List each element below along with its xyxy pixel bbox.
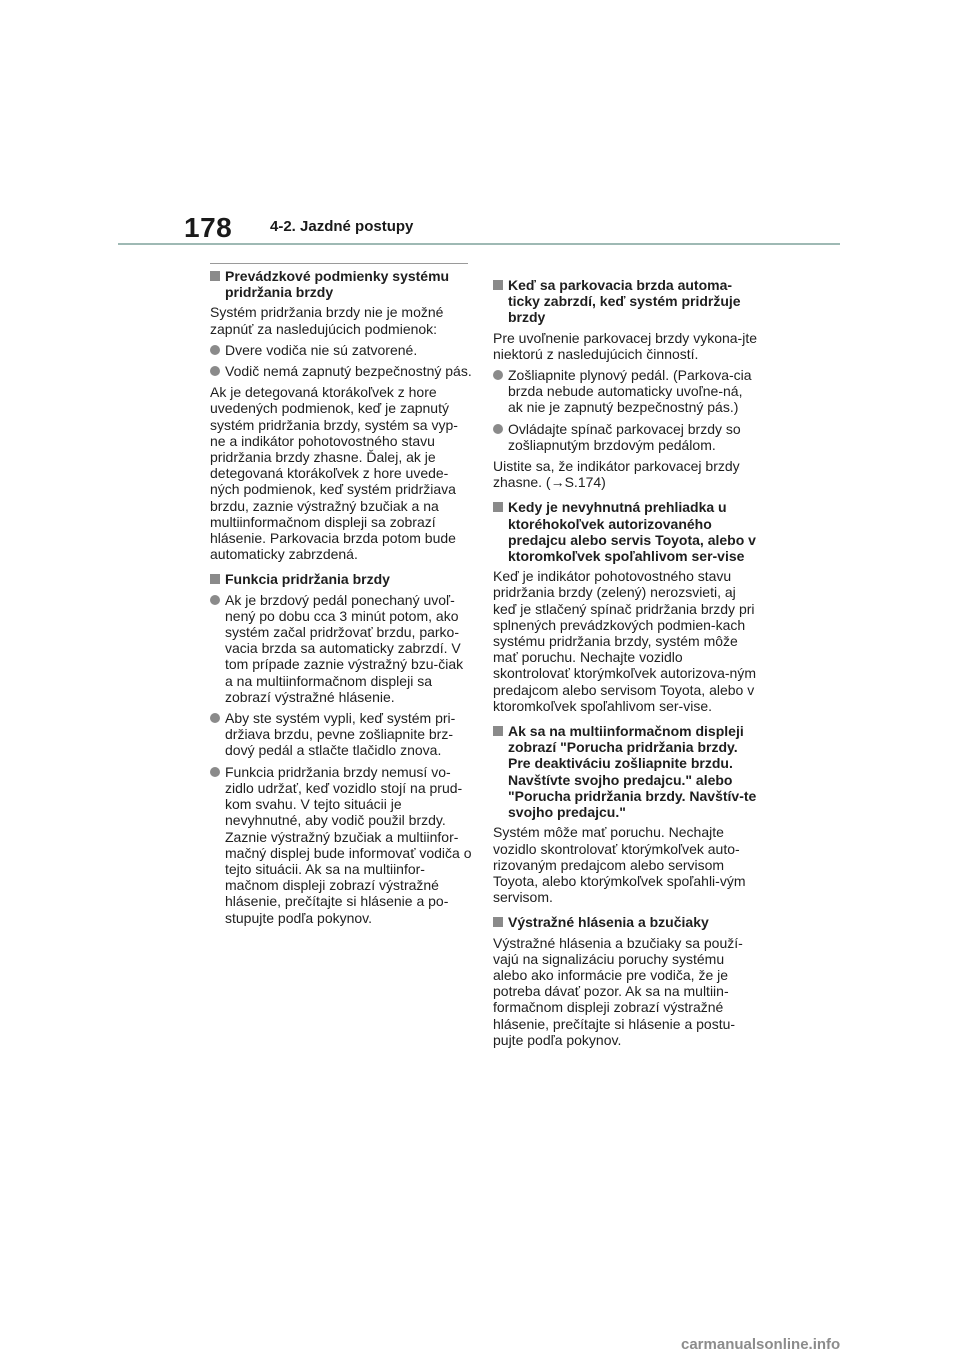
list-item-text: Ak je brzdový pedál ponechaný uvoľ-nený po dobu cca 3 minút potom, ako systém začal pridržovať brzdu, parko-vacia brzda sa automaticky zabrzdí. V tom prípade zaznie výstražný bzu-čiak a na multiinformačnom displeji sa zobrazí výstražné hlásenie. [225,591,464,705]
list-item-text: Aby ste systém vypli, keď systém pri-držiava brzdu, pevne zošliapnite brz-dový pedál a stlačte tlačidlo znova. [225,710,456,759]
list-item-text: Dvere vodiča nie sú zatvorené. [225,341,418,358]
right-column [493,277,757,1053]
page-number: 178 [184,212,233,243]
round-bullet-icon [210,767,220,777]
paragraph: Uistite sa, že indikátor parkovacej brzdy zhasne. (→S.174) [493,458,740,491]
paragraph: Ak je detegovaná ktorákoľvek z hore uvedených podmienok, keď je zapnutý systém pridržania brzdy, systém sa vyp-ne a indikátor pohotovostného stavu pridržania brzdy zhasne. Ďalej, ak je detegovaná ktorákoľvek z hore uvede-ných podmienok, keď systém pridržiava brzdu, zaznie výstražný bzučiak a na multiinformačnom displeji sa zobrazí hlásenie. Parkovacia brzda potom bude automaticky zabrzdená. [210,384,458,563]
square-bullet-icon [493,280,503,290]
list-item [493,421,757,453]
round-bullet-icon [210,366,220,376]
column-divider [210,263,468,264]
list-item [493,367,757,416]
heading-text: Výstražné hlásenia a bzučiaky [508,914,709,931]
heading-text: Funkcia pridržania brzdy [225,571,390,588]
section-heading [210,268,472,300]
left-column [210,268,472,931]
section-heading [493,277,757,326]
heading-text: Kedy je nevyhnutná prehliadka u ktoréhokoľvek autorizovaného predajcu alebo servis Toyota, alebo v ktoromkoľvek spoľahlivom ser-vise [508,499,756,565]
heading-text: Keď sa parkovacia brzda automa-ticky zabrzdí, keď systém pridržuje brzdy [508,277,741,326]
paragraph: Výstražné hlásenia a bzučiaky sa použí-vajú na signalizáciu poruchy systému alebo ako informácie pre vodiča, že je potreba dávať pozor. Ak sa na multiin-formačnom displeji zobrazí výstražné hlásenie, prečítajte si hlásenie a postu-pujte podľa pokynov. [493,934,743,1048]
square-bullet-icon [493,502,503,512]
round-bullet-icon [210,345,220,355]
heading-text: Prevádzkové podmienky systému pridržania brzdy [225,268,450,301]
list-item [210,342,472,358]
square-bullet-icon [493,917,503,927]
heading-text: Ak sa na multiinformačnom displeji zobrazí "Porucha pridržania brzdy. Pre deaktiváciu zošliapnite brzdu. Navštívte svojho predajcu." alebo "Porucha pridržania brzdy. Navštív-te svojho predajcu." [508,723,757,821]
round-bullet-icon [493,424,503,434]
paragraph: Keď je indikátor pohotovostného stavu pridržania brzdy (zelený) nerozsvieti, aj keď je stlačený spínač pridržania brzdy pri splnených prevádzkových podmien-kach systému pridržania brzdy, systém môže mať poruchu. Nechajte vozidlo skontrolovať ktorýmkoľvek autorizova-ným predajcom alebo servisom Toyota, alebo v ktoromkoľvek spoľahlivom ser-vise. [493,568,756,714]
paragraph: Pre uvoľnenie parkovacej brzdy vykona-jte niektorú z nasledujúcich činností. [493,329,757,362]
list-item [210,592,472,705]
list-item-text: Vodič nemá zapnutý bezpečnostný pás. [225,363,472,380]
round-bullet-icon [493,370,503,380]
list-item-text: Funkcia pridržania brzdy nemusí vo-zidlo udržať, keď vozidlo stojí na prud-kom svahu. V tejto situácii je nevyhnutné, aby vodič použil brzdy. Zaznie výstražný bzučiak a multiinfor-mačný displej bude informovať vodiča o tejto situácii. Ak sa na multiinfor-mačnom displeji zobrazí výstražné hlásenie, prečítajte si hlásenie a po-stupujte podľa pokynov. [225,763,472,926]
list-item [210,764,472,926]
list-item [210,363,472,379]
section-heading [493,723,757,820]
paragraph: Systém pridržania brzdy nie je možné zapnúť za nasledujúcich podmienok: [210,304,444,337]
section-heading [493,914,757,930]
list-item-text: Zošliapnite plynový pedál. (Parkova-cia brzda nebude automaticky uvoľne-ná, ak nie je zapnutý bezpečnostný pás.) [508,367,752,416]
paragraph: Systém môže mať poruchu. Nechajte vozidlo skontrolovať ktorýmkoľvek auto-rizovaným predajcom alebo servisom Toyota, alebo ktorýmkoľvek spoľahli-vým servisom. [493,824,746,906]
chapter-title: 4-2. Jazdné postupy [270,218,414,235]
section-heading [210,571,472,587]
round-bullet-icon [210,595,220,605]
watermark-text: carmanualsonline.info [681,1336,841,1353]
section-heading [493,499,757,564]
list-item-text: Ovládajte spínač parkovacej brzdy so zošliapnutým brzdovým pedálom. [508,420,741,453]
square-bullet-icon [210,574,220,584]
round-bullet-icon [210,713,220,723]
header-divider [118,243,840,245]
square-bullet-icon [210,271,220,281]
square-bullet-icon [493,726,503,736]
list-item [210,710,472,759]
